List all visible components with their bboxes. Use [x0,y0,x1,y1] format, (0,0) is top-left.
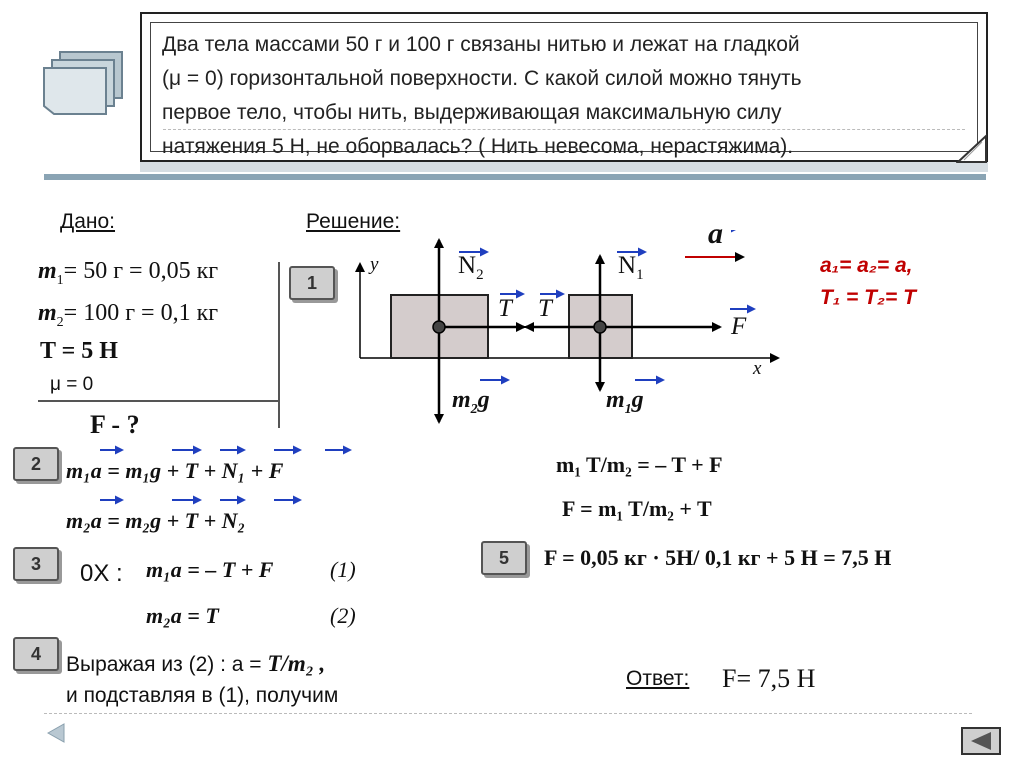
weight-1-label: $m_1g$ [606,387,644,417]
projection-eq-1: m₁a = – T + F [146,557,274,582]
final-computation: F = 0,05 кг · 5Н/ 0,1 кг + 5 Н = 7,5 Н [544,545,892,570]
substitution-text-2: и подставляя в (1), получим [66,684,339,707]
answer-label: Ответ: [626,667,690,690]
problem-line: (μ = 0) горизонтальной поверхности. С какой силой можно тянуть [162,67,802,90]
projection-eq-1-tag: (1) [330,557,356,582]
newton-law-body-1: m₁a = m₁g + T + N₁ + F [66,458,284,483]
force-diagram [340,230,780,430]
find-unknown: F - ? [90,410,140,439]
step-5-badge: 5 [481,541,527,575]
step-1-badge: 1 [289,266,335,300]
tension-right-label: T [538,295,552,322]
given-tension: T = 5 Н [40,338,118,364]
given-m2: $m_2= 100$ г = 0,1 кг [38,300,219,330]
derivation-eq-1: m₁ T/m₂ = – T + F [556,452,723,477]
given-mu: μ = 0 [50,374,94,395]
tension-left-label: T [498,295,512,322]
title-underline-bar [44,174,986,180]
acceleration-relation: a₁= a₂= a, [820,254,913,277]
derivation-eq-2: F = m₁ T/m₂ + T [562,496,712,521]
given-vertical-divider [278,262,280,428]
step-2-badge: 2 [13,447,59,481]
axis-projection-label: 0X : [80,560,123,587]
acceleration-label: a [708,217,723,250]
problem-line: Два тела массами 50 г и 100 г связаны нитью и лежат на гладкой [162,33,800,56]
x-axis-label: x [753,358,762,379]
given-divider [38,400,278,402]
answer-value: F= 7,5 Н [722,664,816,693]
slides-stack-icon [40,50,130,130]
substitution-text-1: Выражая из (2) : a = T/m₂ , [66,651,326,676]
step-3-badge: 3 [13,547,59,581]
given-m1: $m_1= 50$ г = 0,05 кг [38,258,219,288]
problem-statement-box [140,12,988,162]
nav-left-arrow-icon[interactable] [46,722,66,744]
projection-eq-2: m₂a = T [146,603,219,628]
tension-relation: T₁ = T₂= T [820,286,916,309]
footer-divider [44,713,972,714]
step-4-badge: 4 [13,637,59,671]
problem-line: первое тело, чтобы нить, выдерживающая максимальную силу [162,101,782,124]
weight-2-label: $m_2g$ [452,387,490,417]
normal-force-1-label: $N_1$ [618,252,644,283]
normal-force-2-label: $N_2$ [458,252,484,283]
problem-line: натяжения 5 Н, не оборвалась? ( Нить невесома, нерастяжима). [162,135,794,158]
pull-force-label: F [731,313,747,340]
problem-statement [162,28,962,164]
y-axis-label: y [370,254,379,275]
newton-law-body-2: m₂a = m₂g + T + N₂ [66,508,246,533]
nav-back-button-icon[interactable] [961,727,1001,755]
projection-eq-2-tag: (2) [330,603,356,628]
given-title: Дано: [60,210,116,233]
page-curl-icon [956,134,990,164]
solution-title: Решение: [306,210,401,233]
